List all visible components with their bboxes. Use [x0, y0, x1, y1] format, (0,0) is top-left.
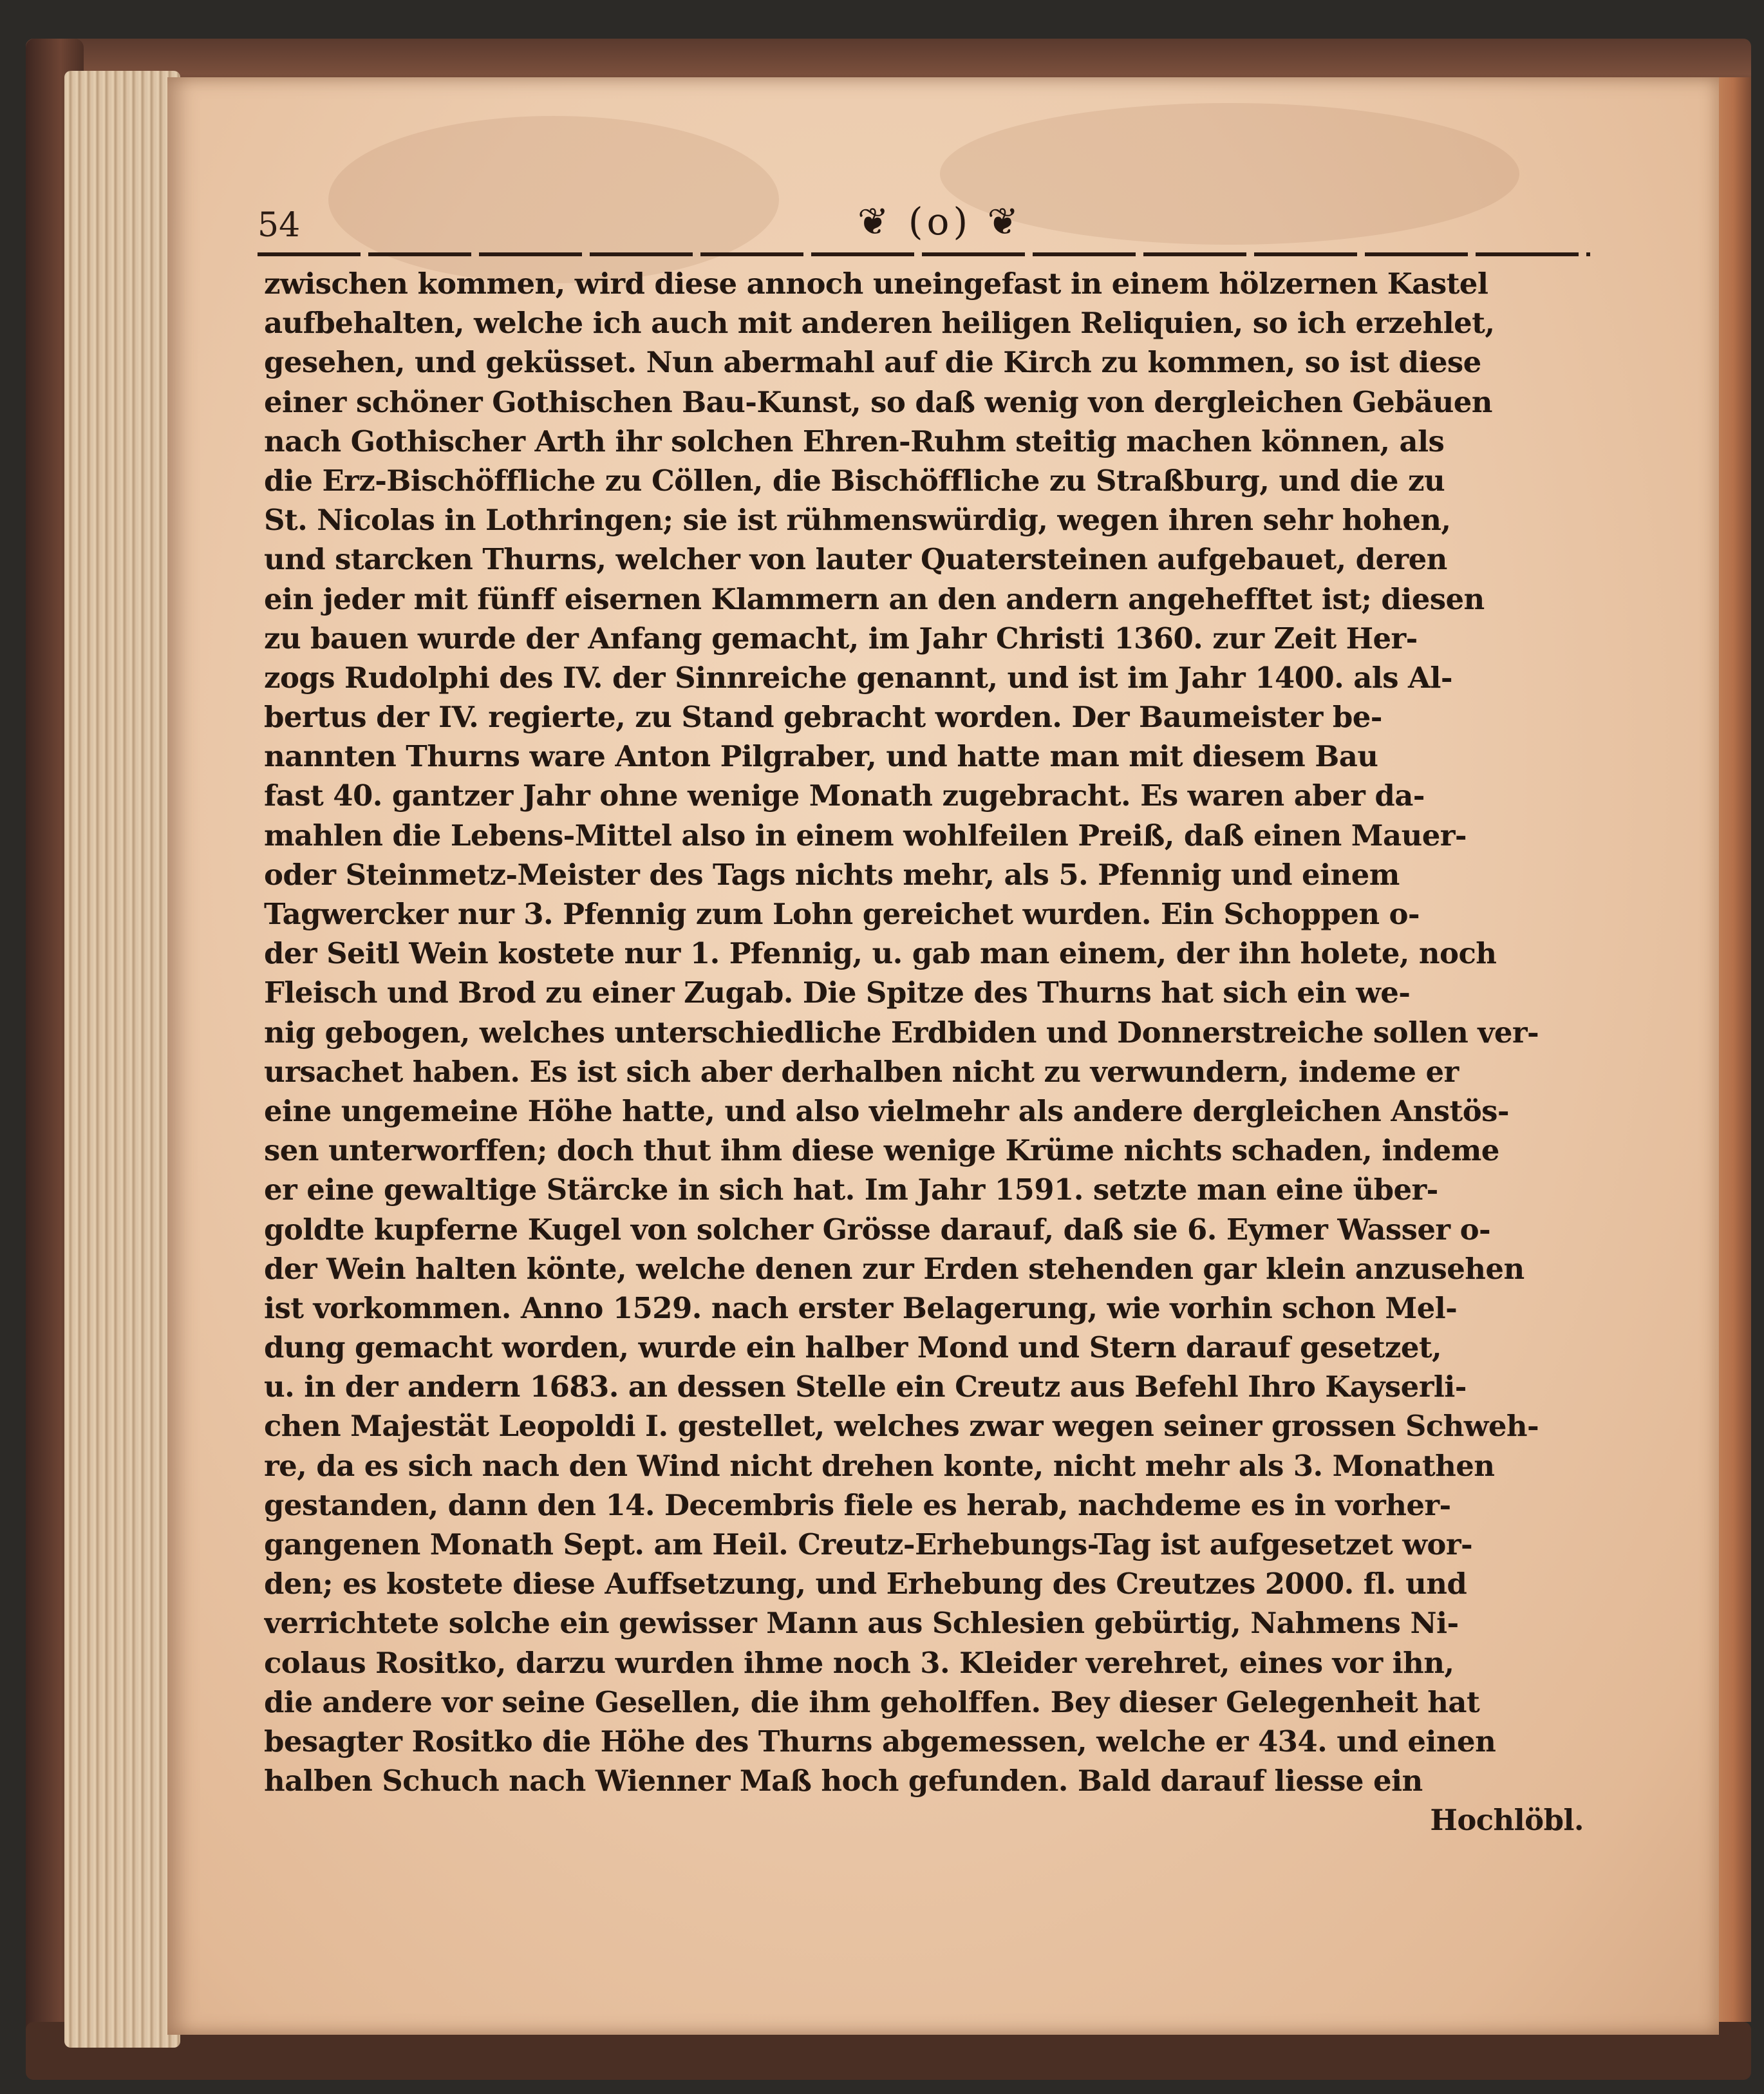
body-text: [264, 264, 1590, 1840]
text-line: fast 40. gantzer Jahr ohne wenige Monath zugebracht. Es waren aber da-: [264, 778, 1425, 813]
page-number: 54: [258, 206, 301, 245]
text-line: gangenen Monath Sept. am Heil. Creutz-Erhebungs-Tag ist aufgesetzet wor-: [264, 1527, 1473, 1561]
text-line: und starcken Thurns, welcher von lauter Quatersteinen aufgebauet, deren: [264, 542, 1447, 577]
text-line: einer schöner Gothischen Bau-Kunst, so daß wenig von dergleichen Gebäuen: [264, 384, 1492, 419]
text-line: den; es kostete diese Auffsetzung, und Erhebung des Creutzes 2000. fl. und: [264, 1567, 1467, 1601]
header-ornament: ❦ (o) ❦: [857, 200, 1023, 243]
text-line: die Erz-Bischöffliche zu Cöllen, die Bischöffliche zu Straßburg, und die zu: [264, 463, 1445, 498]
header-rule: [258, 252, 1590, 256]
text-line: nach Gothischer Arth ihr solchen Ehren-Ruhm steitig machen können, als: [264, 424, 1445, 458]
text-line: der Wein halten könte, welche denen zur Erden stehenden gar klein anzusehen: [264, 1251, 1525, 1286]
text-line: zogs Rudolphi des IV. der Sinnreiche genannt, und ist im Jahr 1400. als Al-: [264, 660, 1452, 695]
text-line: besagter Rositko die Höhe des Thurns abgemessen, welche er 434. und einen: [264, 1724, 1496, 1759]
text-line: Tagwercker nur 3. Pfennig zum Lohn gereichet wurden. Ein Schoppen o-: [264, 897, 1420, 931]
catchword: Hochlöbl.: [1430, 1803, 1584, 1838]
text-line: dung gemacht worden, wurde ein halber Mond und Stern darauf gesetzet,: [264, 1330, 1442, 1365]
text-line: gestanden, dann den 14. Decembris fiele es herab, nachdeme es in vorher-: [264, 1487, 1451, 1522]
text-line: mahlen die Lebens-Mittel also in einem wohlfeilen Preiß, daß einen Mauer-: [264, 818, 1467, 853]
text-line: chen Majestät Leopoldi I. gestellet, welches zwar wegen seiner grossen Schweh-: [264, 1409, 1539, 1444]
page-edges: [64, 71, 180, 2048]
text-line: ist vorkommen. Anno 1529. nach erster Belagerung, wie vorhin schon Mel-: [264, 1290, 1458, 1325]
text-line: u. in der andern 1683. an dessen Stelle ein Creutz aus Befehl Ihro Kayserli-: [264, 1370, 1467, 1404]
text-line: ein jeder mit fünff eisernen Klammern an den andern angehefftet ist; diesen: [264, 581, 1485, 616]
text-line: Fleisch und Brod zu einer Zugab. Die Spitze des Thurns hat sich ein we-: [264, 976, 1411, 1010]
text-line: gesehen, und geküsset. Nun abermahl auf die Kirch zu kommen, so ist diese: [264, 345, 1481, 380]
text-line: nig gebogen, welches unterschiedliche Erdbiden und Donnerstreiche sollen ver-: [264, 1015, 1539, 1050]
text-line: sen unterworffen; doch thut ihm diese wenige Krüme nichts schaden, indeme: [264, 1133, 1499, 1168]
text-line: die andere vor seine Gesellen, die ihm geholffen. Bey dieser Gelegenheit hat: [264, 1684, 1480, 1719]
text-line: halben Schuch nach Wienner Maß hoch gefunden. Bald darauf liesse ein: [264, 1764, 1423, 1798]
text-line: verrichtete solche ein gewisser Mann aus Schlesien gebürtig, Nahmens Ni-: [264, 1606, 1459, 1641]
text-line: nannten Thurns ware Anton Pilgraber, und hatte man mit diesem Bau: [264, 739, 1378, 774]
text-line: colaus Rositko, darzu wurden ihme noch 3. Kleider verehret, eines vor ihn,: [264, 1645, 1454, 1680]
text-line: bertus der IV. regierte, zu Stand gebracht worden. Der Baumeister be-: [264, 700, 1382, 735]
text-line: goldte kupferne Kugel von solcher Grösse darauf, daß sie 6. Eymer Wasser o-: [264, 1212, 1491, 1247]
text-line: St. Nicolas in Lothringen; sie ist rühmenswürdig, wegen ihren sehr hohen,: [264, 503, 1451, 538]
text-line: ursachet haben. Es ist sich aber derhalben nicht zu verwundern, indeme er: [264, 1054, 1459, 1089]
text-line: eine ungemeine Höhe hatte, und also vielmehr als andere dergleichen Anstös-: [264, 1093, 1509, 1128]
text-line: zu bauen wurde der Anfang gemacht, im Jahr Christi 1360. zur Zeit Her-: [264, 621, 1418, 656]
text-line: der Seitl Wein kostete nur 1. Pfennig, u. gab man einem, der ihn holete, noch: [264, 936, 1497, 971]
text-line: re, da es sich nach den Wind nicht drehen konte, nicht mehr als 3. Monathen: [264, 1448, 1495, 1483]
text-line: er eine gewaltige Stärcke in sich hat. Im Jahr 1591. setzte man eine über-: [264, 1173, 1438, 1207]
text-line: zwischen kommen, wird diese annoch uneingefast in einem hölzernen Kastel: [264, 267, 1488, 301]
text-line: aufbehalten, welche ich auch mit anderen heiligen Reliquien, so ich erzehlet,: [264, 306, 1495, 341]
page-header: [258, 193, 1590, 258]
text-line: oder Steinmetz-Meister des Tags nichts mehr, als 5. Pfennig und einem: [264, 857, 1400, 892]
